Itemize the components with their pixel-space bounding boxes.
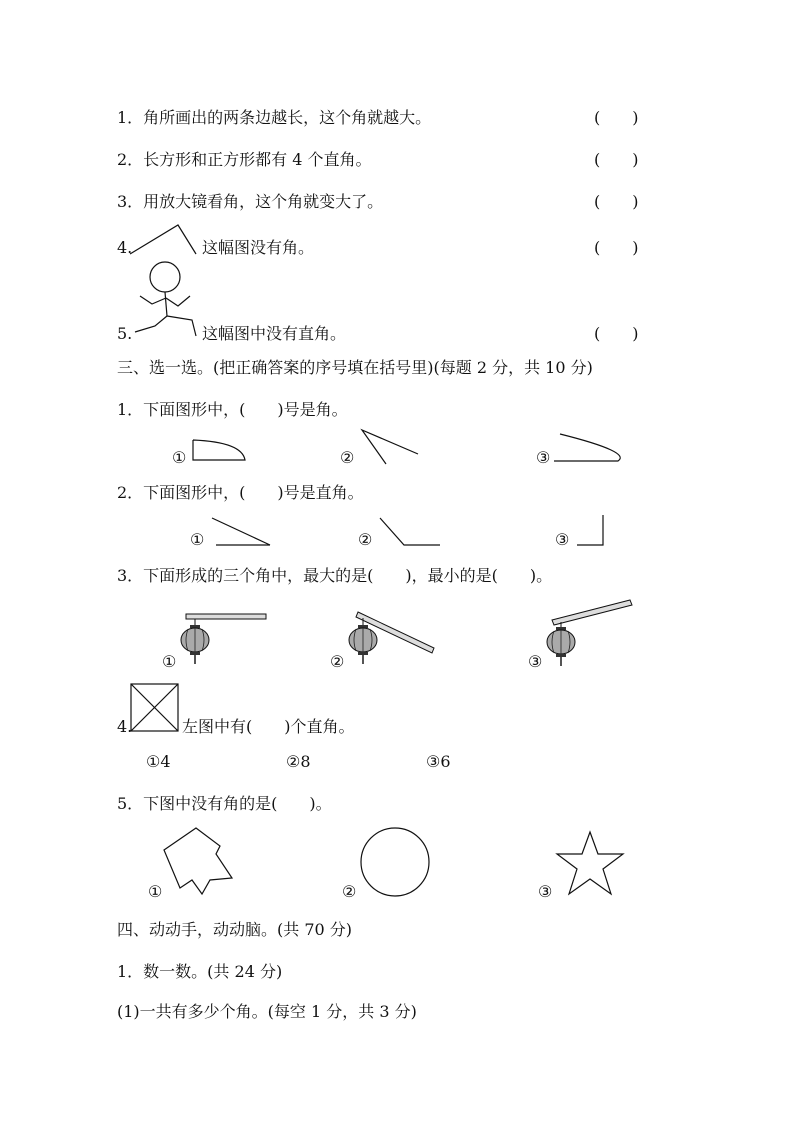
right-angle-figure <box>575 512 607 548</box>
option-mark-2: ② <box>358 530 373 549</box>
choice-question-5: 5．下图中没有角的是( )。 <box>117 794 332 813</box>
obtuse-angle-figure <box>376 514 444 548</box>
lantern-pole-tilted-up <box>540 596 636 672</box>
option-mark-1: ① <box>172 448 187 467</box>
option-mark-1: ① <box>148 882 163 901</box>
answer-paren-1[interactable]: ( ) <box>594 108 639 127</box>
choice-question-4-number: 4. <box>117 717 133 736</box>
curved-shape-figure <box>190 436 250 466</box>
irregular-polygon-figure <box>162 826 236 896</box>
answer-paren-4[interactable]: ( ) <box>594 238 639 257</box>
section-4-question-1-part-1: (1)一共有多少个角。(每空 1 分，共 3 分) <box>117 1002 417 1021</box>
answer-paren-2[interactable]: ( ) <box>594 150 639 169</box>
option-mark-3: ③ <box>538 882 553 901</box>
option-mark-2: ② <box>330 652 345 671</box>
acute-angle-figure <box>208 514 274 548</box>
curved-angle-figure <box>552 430 627 466</box>
option-mark-2: ② <box>342 882 357 901</box>
judge-question-4: 这幅图没有角。 <box>202 238 315 257</box>
choice-question-4: 左图中有( )个直角。 <box>182 717 355 736</box>
section-3-title: 三、选一选。(把正确答案的序号填在括号里)(每题 2 分，共 10 分) <box>117 358 593 377</box>
answer-paren-5[interactable]: ( ) <box>594 324 639 343</box>
option-4-a[interactable]: ①4 <box>146 752 171 771</box>
judge-question-4-number: 4. <box>117 238 133 257</box>
option-mark-1: ① <box>162 652 177 671</box>
option-4-c[interactable]: ③6 <box>426 752 451 771</box>
option-mark-3: ③ <box>536 448 551 467</box>
lantern-pole-tilted-down <box>344 606 440 672</box>
lantern-pole-horizontal <box>176 608 272 672</box>
choice-question-1: 1．下面图形中，( )号是角。 <box>117 400 348 419</box>
star-figure <box>554 830 626 898</box>
answer-paren-3[interactable]: ( ) <box>594 192 639 211</box>
judge-question-5-number: 5. <box>117 324 133 343</box>
square-with-diagonals-figure <box>130 683 180 733</box>
open-lines-figure <box>128 222 200 258</box>
judge-question-3: 3．用放大镜看角，这个角就变大了。 <box>117 192 384 211</box>
judge-question-2: 2．长方形和正方形都有 4 个直角。 <box>117 150 372 169</box>
option-mark-3: ③ <box>555 530 570 549</box>
angle-figure <box>358 424 422 468</box>
option-mark-1: ① <box>190 530 205 549</box>
circle-figure <box>358 826 432 898</box>
section-4-question-1: 1．数一数。(共 24 分) <box>117 962 283 981</box>
option-4-b[interactable]: ②8 <box>286 752 311 771</box>
section-4-title: 四、动动手，动动脑。(共 70 分) <box>117 920 353 939</box>
judge-question-5: 这幅图中没有直角。 <box>202 324 347 343</box>
judge-question-1: 1．角所画出的两条边越长，这个角就越大。 <box>117 108 432 127</box>
option-mark-2: ② <box>340 448 355 467</box>
option-mark-3: ③ <box>528 652 543 671</box>
choice-question-3: 3．下面形成的三个角中，最大的是( )，最小的是( )。 <box>117 566 553 585</box>
stick-figure <box>130 260 205 342</box>
choice-question-2: 2．下面图形中，( )号是直角。 <box>117 483 364 502</box>
